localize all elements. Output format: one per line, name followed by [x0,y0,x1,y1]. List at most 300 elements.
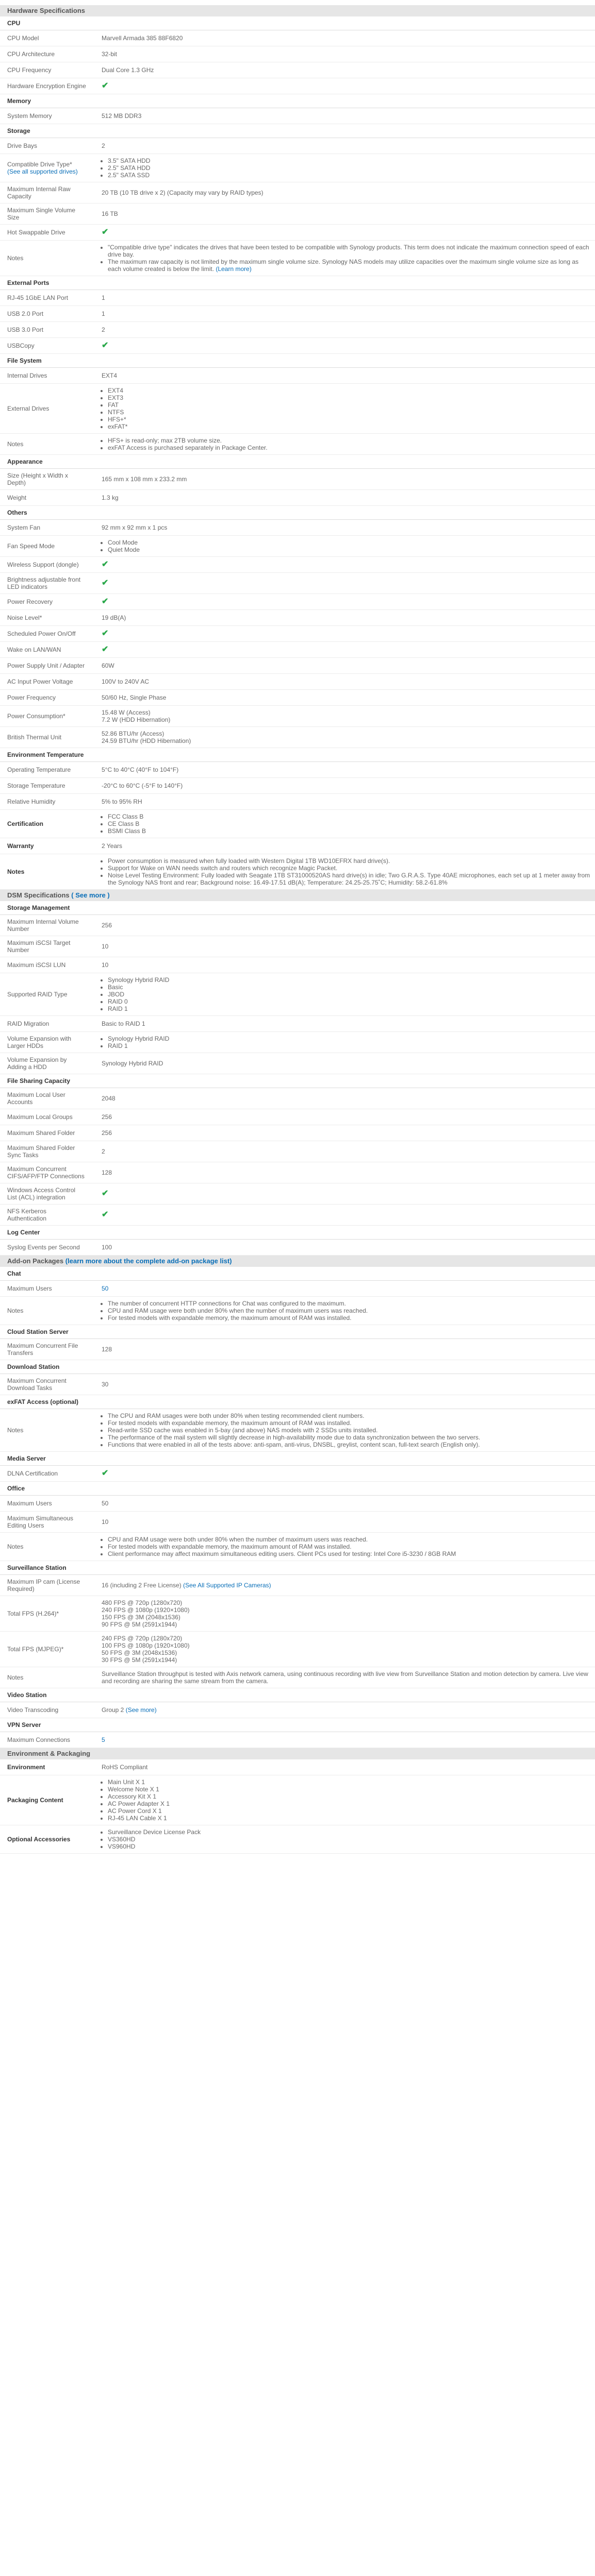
spec-label [0,957,90,973]
spec-row [0,1466,595,1482]
spec-value [90,108,595,124]
section-title: Environment & Packaging [7,1750,91,1757]
spec-value-text [102,310,591,317]
spec-label-text: Maximum Concurrent Download Tasks [7,1377,67,1392]
spec-value-text [102,1518,591,1526]
spec-label [0,706,90,726]
spec-label [0,1466,90,1481]
spec-label-text: Internal Drives [7,372,47,379]
spec-value-item [108,164,591,172]
spec-value [90,434,595,454]
spec-label-text: Storage Temperature [7,782,65,789]
spec-label-text: Optional Accessories [7,1836,71,1843]
spec-value-main: 2 [102,326,105,333]
spec-value-item [108,984,591,991]
spec-value-link[interactable]: (See All Supported IP Cameras) [183,1582,271,1589]
spec-value [90,306,595,321]
spec-label-text: Compatible Drive Type* [7,161,72,168]
spec-label [0,1667,90,1688]
spec-value-main: 5 [102,1736,105,1743]
spec-value-item [108,172,591,179]
spec-value-item [108,857,591,865]
spec-value-list [102,244,591,273]
spec-label-text: CPU Architecture [7,50,55,58]
spec-value-text [102,112,591,120]
spec-value-main: 10 [102,943,109,950]
spec-value [90,1088,595,1109]
spec-value-item-text: EXT4 [108,387,124,394]
spec-value-item-text: Power consumption is measured when fully loaded with Western Digital 1TB WD10EFRX hard drive(s). [108,857,390,865]
spec-value-text [102,1129,591,1137]
spec-value-text [102,1346,591,1353]
spec-row [0,957,595,973]
spec-label [0,762,90,777]
spec-label-text: Maximum Local Groups [7,1113,73,1121]
spec-label-text: RJ-45 1GbE LAN Port [7,294,69,301]
spec-value-item [108,546,591,553]
learn-more-link[interactable]: (Learn more) [216,265,252,273]
spec-value [90,1053,595,1074]
spec-label-text: Maximum Internal Volume Number [7,918,79,933]
spec-value-main: 10 [102,1518,109,1526]
spec-row [0,1732,595,1748]
spec-label [0,1575,90,1596]
spec-value-list [102,539,591,553]
spec-value-main: 256 [102,922,112,929]
spec-row [0,1183,595,1205]
spec-value-line: 24.59 BTU/hr (HDD Hibernation) [102,737,191,744]
spec-row [0,469,595,490]
spec-value-text [102,614,591,621]
spec-row [0,594,595,610]
spec-value-item-text: Cool Mode [108,539,138,546]
spec-label [0,322,90,337]
spec-label-text: Maximum IP cam (License Required) [7,1578,80,1592]
spec-value-item-text: 2.5" SATA HDD [108,164,151,172]
spec-value-link[interactable]: (See more) [125,1706,157,1714]
spec-value [90,626,595,641]
spec-value-text [102,943,591,950]
spec-row [0,1088,595,1109]
spec-value [90,520,595,535]
spec-value-item [108,1419,591,1427]
spec-value-list [102,857,591,886]
spec-label [0,338,90,353]
spec-label-text: USB 3.0 Port [7,326,44,333]
spec-value-line: 100 FPS @ 1080p (1920×1080) [102,1642,190,1649]
spec-value [90,573,595,594]
section-title: Add-on Packages [7,1257,64,1265]
spec-row [0,154,595,182]
spec-label [0,626,90,641]
spec-row [0,108,595,124]
group-title: File Sharing Capacity [0,1074,595,1088]
spec-value-main: Group 2 [102,1706,124,1714]
group-title: Surveillance Station [0,1561,595,1575]
spec-value-item [108,1042,591,1049]
spec-value [90,1732,595,1748]
spec-label-text: Maximum Single Volume Size [7,207,76,221]
spec-value-text [102,694,591,701]
spec-row [0,690,595,706]
spec-value-item-text: The performance of the mail system will slightly decrease in high-availability mode due to data synchronization between the two servers. [108,1434,481,1441]
spec-value-item-text: RAID 1 [108,1005,128,1012]
spec-label [0,557,90,572]
spec-value-main: 1 [102,310,105,317]
spec-value-item-text: For tested models with expandable memory, the maximum amount of RAM was installed. [108,1314,352,1321]
spec-value [90,690,595,705]
spec-value [90,1125,595,1141]
spec-label-text: AC Input Power Voltage [7,678,73,685]
spec-value-main: 16 (including 2 Free License) [102,1582,181,1589]
spec-value-item-text: Synology Hybrid RAID [108,976,170,984]
spec-value-item [108,1778,591,1786]
section-title: DSM Specifications [7,891,70,899]
spec-row [0,1339,595,1360]
spec-label [0,46,90,62]
spec-value [90,338,595,353]
spec-value-item-text: Functions that were enabled in all of the tests above: anti-spam, anti-virus, DNSBL, greylist, content scan, full-text search (English only). [108,1441,480,1448]
spec-row [0,1297,595,1325]
spec-row [0,1496,595,1512]
spec-value [90,1466,595,1481]
spec-label-text: Maximum Concurrent File Transfers [7,1342,78,1357]
spec-label-text: Maximum Internal Raw Capacity [7,185,71,200]
spec-row [0,204,595,225]
spec-value-line: 50 FPS @ 3M (2048x1536) [102,1649,177,1656]
spec-value-text [102,678,591,685]
spec-label [0,1775,90,1825]
spec-label-text: Maximum Connections [7,1736,71,1743]
spec-value-item-text: HFS+ is read-only; max 2TB volume size. [108,437,222,444]
spec-value [90,778,595,793]
spec-value-list [102,437,591,451]
spec-label-text: Certification [7,820,44,827]
spec-value-item [108,409,591,416]
spec-value-item [108,1543,591,1550]
spec-value-list [102,1536,591,1557]
spec-value-text [102,922,591,929]
spec-value-list [102,1300,591,1321]
spec-label [0,30,90,46]
spec-value [90,1205,595,1225]
spec-value-text [102,1706,591,1714]
spec-value-item [108,865,591,872]
spec-label [0,642,90,657]
spec-value-line: 52.86 BTU/hr (Access) [102,730,164,737]
spec-value-item [108,394,591,401]
spec-value-item [108,1550,591,1557]
check-icon: ✔ [102,341,109,350]
spec-value [90,1596,595,1631]
spec-value-item [108,1035,591,1042]
group-title: File System [0,354,595,368]
spec-value-item-text: HFS+* [108,416,126,423]
spec-label-text: Notes [7,1674,24,1681]
spec-row [0,706,595,727]
spec-label [0,108,90,124]
spec-row [0,1162,595,1183]
spec-label-text: Hardware Encryption Engine [7,82,86,90]
spec-value-list [102,1412,591,1448]
spec-value-main: 128 [102,1346,112,1353]
spec-row [0,62,595,78]
spec-row [0,642,595,658]
spec-value-main: 16 TB [102,210,118,217]
spec-row [0,854,595,890]
spec-row [0,573,595,594]
spec-value-item-text: RJ-45 LAN Cable X 1 [108,1815,167,1822]
spec-label [0,384,90,433]
spec-value-main: Synology Hybrid RAID [102,1060,163,1067]
spec-label-text: Warranty [7,842,34,850]
spec-value-text [102,662,591,669]
spec-label-text: Windows Access Control List (ACL) integration [7,1187,76,1201]
spec-value [90,610,595,625]
spec-value-list [102,1035,591,1049]
spec-value-text [102,782,591,789]
spec-label-text: Maximum Shared Folder Sync Tasks [7,1144,75,1159]
spec-label [0,1409,90,1451]
spec-value-line: 15.48 W (Access) [102,709,151,716]
spec-value-item-text: "Compatible drive type" indicates the drives that have been tested to be compatible with Synology products. This term does not indicate the maximum connection speed of each drive bay. [108,244,589,258]
spec-value-line: 150 FPS @ 3M (2048x1536) [102,1614,180,1621]
spec-label-text: Power Consumption* [7,713,65,720]
spec-label [0,490,90,505]
group-title: Memory [0,94,595,108]
spec-value-item-text: Synology Hybrid RAID [108,1035,170,1042]
group-title: Office [0,1482,595,1496]
spec-label-text: Brightness adjustable front LED indicators [7,576,81,590]
spec-value-item [108,991,591,998]
spec-value-text [102,1736,591,1743]
spec-value-text [102,842,591,850]
spec-value [90,674,595,689]
spec-value-item-text: Client performance may affect maximum simultaneous editing users. Client PCs used for testing: Intel Core i5-3230 / 8GB RAM [108,1550,456,1557]
spec-value [90,182,595,203]
spec-value-main: 165 mm x 108 mm x 233.2 mm [102,476,187,483]
spec-value [90,1141,595,1162]
spec-value-item [108,437,591,444]
spec-label [0,1141,90,1162]
spec-row [0,915,595,936]
spec-row [0,182,595,204]
spec-value-main: RoHS Compliant [102,1764,148,1771]
spec-value-item [108,1536,591,1543]
group-title: Others [0,506,595,520]
spec-value-item [108,1843,591,1850]
spec-value [90,1496,595,1511]
spec-row [0,674,595,690]
spec-value-text [102,294,591,301]
spec-label-text: USBCopy [7,342,35,349]
spec-value-line: 30 FPS @ 5M (2591x1944) [102,1656,177,1664]
check-icon: ✔ [102,1210,109,1219]
spec-value-item [108,1434,591,1441]
spec-value-main: 5°C to 40°C (40°F to 104°F) [102,766,179,773]
spec-value-text [102,50,591,58]
spec-value-item [108,1300,591,1307]
spec-value-item-text: BSMI Class B [108,827,146,835]
spec-label-text: Notes [7,255,24,262]
spec-label-text: Total FPS (H.264)* [7,1610,59,1617]
spec-label-text: Power Frequency [7,694,56,701]
group-title: Storage [0,124,595,138]
spec-label [0,1297,90,1325]
group-title: Download Station [0,1360,595,1374]
spec-value-item-text: The maximum raw capacity is not limited by the maximum single volume size. Synology NAS models may utilize capacities over the maximum single volume size as long as each volume created is below the limit. [108,258,579,273]
spec-row [0,290,595,306]
spec-value-item [108,1307,591,1314]
spec-value-main: 128 [102,1169,112,1176]
spec-value [90,1667,595,1688]
spec-value-item-text: For tested models with expandable memory, the maximum amount of RAM was installed. [108,1419,352,1427]
spec-value-item [108,1815,591,1822]
spec-label-text: CPU Model [7,35,39,42]
spec-value-line: 7.2 W (HDD Hibernation) [102,716,171,723]
check-icon: ✔ [102,579,109,587]
spec-label [0,290,90,306]
spec-value-list [102,813,591,835]
spec-value-main: 256 [102,1113,112,1121]
spec-label-text: Notes [7,1427,24,1434]
spec-value-item-text: Main Unit X 1 [108,1778,145,1786]
spec-value [90,241,595,276]
spec-value-main: 19 dB(A) [102,614,126,621]
spec-value [90,62,595,78]
spec-value-item-text: Noise Level Testing Environment: Fully loaded with Seagate 1TB ST31000520AS hard drive(s) in idle; Two G.R.A.S. Type 40AE microphones, each set up at 1 meter away from the Synology NAS front and rear; Background noise: 16.49-17.51 dB(A); Temperature: 24.25-25.75˚C; Humidity: 58.2-61.8% [108,872,590,886]
spec-value-main: 100 [102,1244,112,1251]
spec-row [0,658,595,674]
spec-label [0,1632,90,1667]
spec-label [0,469,90,489]
spec-value-item [108,1800,591,1807]
spec-row [0,536,595,557]
spec-value-text [102,1020,591,1027]
spec-row [0,762,595,778]
spec-label-text: Maximum Users [7,1285,52,1292]
spec-value-text [102,766,591,773]
spec-value-text [102,142,591,149]
spec-value-text [102,1500,591,1507]
section-more-link[interactable]: (learn more about the complete add-on package list) [65,1257,232,1265]
spec-label [0,241,90,276]
spec-label [0,1032,90,1053]
spec-label [0,138,90,154]
supported-drives-link[interactable]: (See all supported drives) [7,168,78,175]
spec-value [90,1825,595,1853]
spec-row [0,610,595,626]
spec-label [0,1732,90,1748]
spec-value-main: Surveillance Station throughput is tested with Axis network camera, using continuous recording with live view from Surveillance Station and motion detection by camera. Live view and recording are sharing the same stream from the camera. [102,1670,588,1685]
spec-value-main: 32-bit [102,50,118,58]
spec-label-text: Total FPS (MJPEG)* [7,1646,64,1653]
spec-value-line: 240 FPS @ 720p (1280x720) [102,1635,183,1642]
spec-label [0,915,90,936]
spec-value-main: 50 [102,1285,109,1292]
spec-value [90,290,595,306]
spec-value-item [108,1807,591,1815]
spec-row [0,1240,595,1256]
spec-value [90,854,595,889]
spec-value-text [102,961,591,969]
spec-value-text [102,66,591,74]
spec-value [90,536,595,556]
spec-label-text: External Drives [7,405,49,412]
spec-value [90,642,595,657]
spec-value-text [102,1670,591,1685]
spec-row [0,434,595,455]
spec-value [90,154,595,182]
spec-label-text: Power Supply Unit / Adapter [7,662,85,669]
spec-value-item-text: The number of concurrent HTTP connections for Chat was configured to the maximum. [108,1300,346,1307]
spec-value [90,1032,595,1053]
spec-label [0,1339,90,1360]
spec-value-text [102,189,591,196]
spec-label [0,810,90,838]
spec-row [0,1775,595,1825]
spec-value-item [108,244,591,258]
spec-label [0,1374,90,1395]
spec-value-item [108,1793,591,1800]
spec-value-item [108,813,591,820]
group-title: VPN Server [0,1718,595,1732]
spec-label [0,520,90,535]
spec-label-text: Supported RAID Type [7,991,68,998]
spec-label [0,1205,90,1225]
spec-label-text: Relative Humidity [7,798,56,805]
spec-row [0,838,595,854]
spec-label [0,973,90,1015]
spec-label [0,838,90,854]
spec-label-text: Size (Height x Width x Depth) [7,472,69,486]
spec-value-text [102,1381,591,1388]
spec-row [0,338,595,354]
spec-value [90,1281,595,1296]
spec-row [0,78,595,94]
spec-row [0,368,595,384]
spec-label-text: Volume Expansion by Adding a HDD [7,1056,67,1071]
spec-value-main: 10 [102,961,109,969]
spec-label-text: DLNA Certification [7,1470,58,1477]
spec-value-item-text: CPU and RAM usage were both under 80% when the number of maximum users was reached. [108,1307,368,1314]
spec-value-text [102,494,591,501]
spec-row [0,1759,595,1775]
spec-value-line: 240 FPS @ 1080p (1920×1080) [102,1606,190,1614]
spec-label [0,1533,90,1561]
spec-label [0,1125,90,1141]
spec-value-text [102,1169,591,1176]
spec-label [0,1596,90,1631]
section-more-link[interactable]: ( See more ) [71,891,110,899]
spec-value-line: 480 FPS @ 720p (1280x720) [102,1599,183,1606]
spec-row [0,520,595,536]
spec-value-item-text: AC Power Adapter X 1 [108,1800,170,1807]
check-icon: ✔ [102,560,109,569]
spec-value [90,810,595,838]
spec-value-item [108,1314,591,1321]
check-icon: ✔ [102,645,109,654]
spec-value [90,225,595,240]
spec-row [0,1825,595,1854]
spec-value-text [102,1285,591,1292]
spec-value-item-text: CE Class B [108,820,140,827]
spec-value-text [102,524,591,531]
spec-value-main: 92 mm x 92 mm x 1 pcs [102,524,168,531]
spec-label-text: Maximum Shared Folder [7,1129,75,1137]
spec-label [0,936,90,957]
group-title: Storage Management [0,901,595,915]
